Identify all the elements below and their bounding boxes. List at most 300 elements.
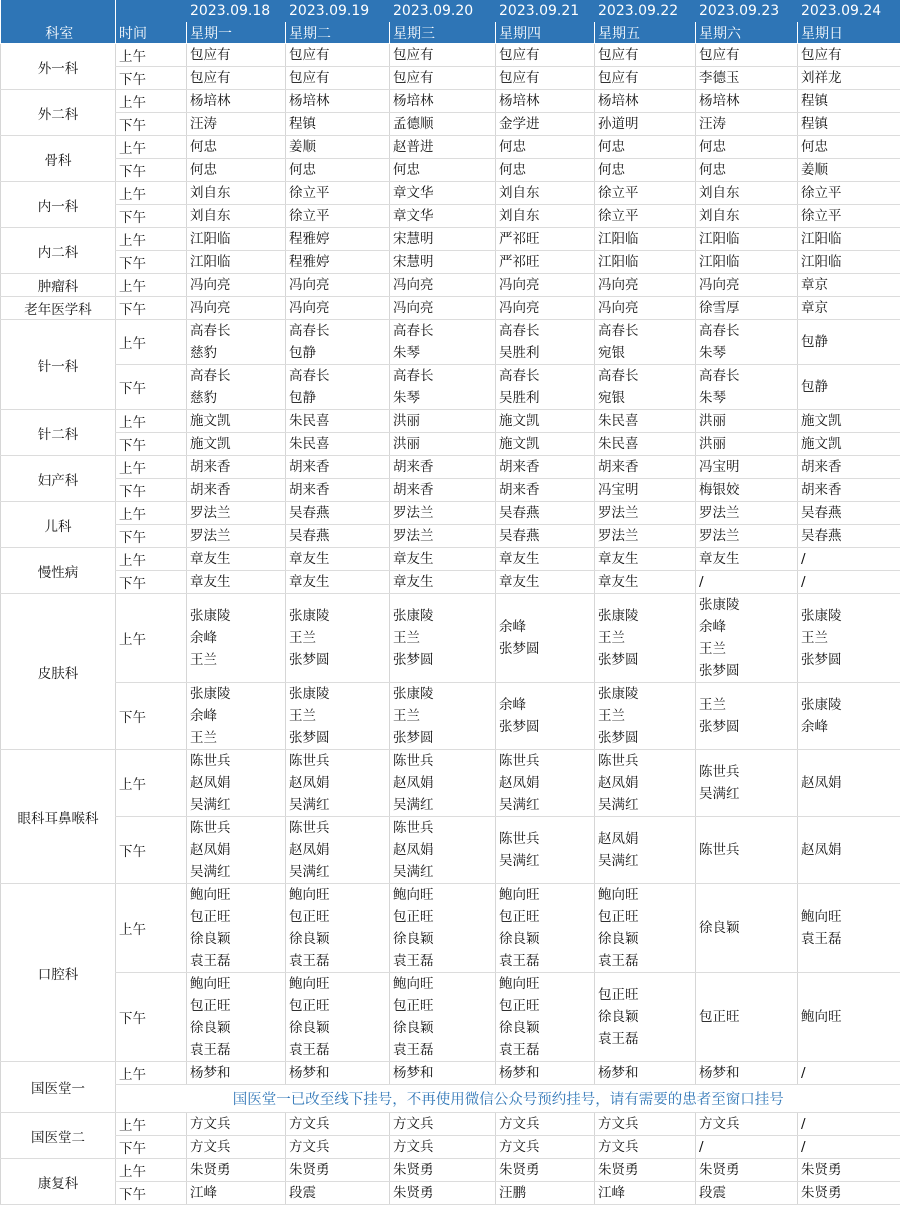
doctor-name: 吴满红 bbox=[190, 794, 285, 816]
doctor-cell bbox=[496, 548, 595, 571]
schedule-row bbox=[1, 594, 900, 683]
doctor-name: 洪丽 bbox=[393, 433, 495, 455]
doctor-name: 吴满红 bbox=[190, 861, 285, 883]
doctor-cell bbox=[286, 433, 390, 456]
period-cell: 上午 bbox=[116, 228, 187, 251]
doctor-cell bbox=[798, 479, 900, 502]
department-cell: 妇产科 bbox=[1, 456, 116, 502]
doctor-cell bbox=[390, 205, 496, 228]
doctor-name: 朱贤勇 bbox=[393, 1182, 495, 1204]
doctor-cell bbox=[595, 683, 696, 750]
doctor-cell bbox=[286, 182, 390, 205]
doctor-name: 章京 bbox=[801, 297, 900, 319]
doctor-cell bbox=[798, 502, 900, 525]
period-cell: 上午 bbox=[116, 884, 187, 973]
doctor-cell bbox=[696, 205, 798, 228]
doctor-cell bbox=[187, 479, 286, 502]
doctor-name: 吴满红 bbox=[598, 850, 695, 872]
doctor-name: 朱贤勇 bbox=[190, 1159, 285, 1181]
doctor-name: 余峰 bbox=[190, 627, 285, 649]
doctor-cell bbox=[286, 1062, 390, 1085]
doctor-cell bbox=[595, 479, 696, 502]
doctor-cell bbox=[496, 113, 595, 136]
doctor-cell bbox=[390, 479, 496, 502]
doctor-name: 吴春燕 bbox=[801, 525, 900, 547]
doctor-name: 冯向亮 bbox=[190, 297, 285, 319]
doctor-cell bbox=[187, 365, 286, 410]
doctor-cell bbox=[390, 1159, 496, 1182]
doctor-name: 罗法兰 bbox=[190, 525, 285, 547]
date-header: 2023.09.21 bbox=[496, 0, 595, 22]
doctor-cell bbox=[696, 67, 798, 90]
doctor-cell bbox=[286, 228, 390, 251]
doctor-cell bbox=[798, 1136, 900, 1159]
schedule-row bbox=[1, 365, 900, 410]
period-cell: 下午 bbox=[116, 683, 187, 750]
date-header: 2023.09.23 bbox=[696, 0, 798, 22]
doctor-name: 徐立平 bbox=[801, 182, 900, 204]
doctor-name: 徐良颖 bbox=[699, 917, 797, 939]
doctor-name: 张康陵 bbox=[393, 605, 495, 627]
doctor-name: 宋慧明 bbox=[393, 251, 495, 273]
doctor-cell bbox=[187, 274, 286, 297]
doctor-cell bbox=[696, 44, 798, 67]
doctor-name: 徐良颖 bbox=[499, 1017, 594, 1039]
schedule-row bbox=[1, 433, 900, 456]
doctor-name: 程镇 bbox=[289, 113, 389, 135]
doctor-cell bbox=[595, 182, 696, 205]
period-cell: 上午 bbox=[116, 136, 187, 159]
doctor-cell bbox=[286, 159, 390, 182]
doctor-name: 袁王磊 bbox=[190, 1039, 285, 1061]
time-column-header: 时间 bbox=[116, 22, 187, 44]
doctor-cell bbox=[798, 594, 900, 683]
period-cell: 上午 bbox=[116, 548, 187, 571]
department-cell: 内一科 bbox=[1, 182, 116, 228]
period-cell: 下午 bbox=[116, 571, 187, 594]
period-cell: 下午 bbox=[116, 113, 187, 136]
doctor-cell bbox=[595, 228, 696, 251]
doctor-name: 胡来香 bbox=[393, 456, 495, 478]
doctor-name: 朱贤勇 bbox=[699, 1159, 797, 1181]
schedule-row bbox=[1, 274, 900, 297]
doctor-cell bbox=[696, 274, 798, 297]
doctor-name: 施文凯 bbox=[190, 433, 285, 455]
doctor-cell bbox=[187, 205, 286, 228]
doctor-name: 段震 bbox=[289, 1182, 389, 1204]
doctor-cell bbox=[286, 1113, 390, 1136]
doctor-cell bbox=[187, 525, 286, 548]
doctor-cell bbox=[798, 1113, 900, 1136]
schedule-row bbox=[1, 90, 900, 113]
doctor-cell bbox=[286, 683, 390, 750]
doctor-cell bbox=[595, 750, 696, 817]
doctor-name: 吴满红 bbox=[289, 861, 389, 883]
doctor-cell bbox=[390, 502, 496, 525]
doctor-cell bbox=[595, 136, 696, 159]
schedule-row bbox=[1, 973, 900, 1062]
doctor-cell bbox=[496, 205, 595, 228]
doctor-name: 方文兵 bbox=[598, 1136, 695, 1158]
doctor-name: 吴满红 bbox=[289, 794, 389, 816]
doctor-name: / bbox=[699, 571, 797, 593]
department-cell: 国医堂二 bbox=[1, 1113, 116, 1159]
doctor-name: 杨培林 bbox=[699, 90, 797, 112]
doctor-cell bbox=[696, 297, 798, 320]
doctor-name: 杨梦和 bbox=[699, 1062, 797, 1084]
schedule-row bbox=[1, 297, 900, 320]
doctor-name: 冯向亮 bbox=[190, 274, 285, 296]
doctor-cell bbox=[798, 159, 900, 182]
schedule-row bbox=[1, 1182, 900, 1205]
doctor-cell bbox=[187, 456, 286, 479]
period-cell: 下午 bbox=[116, 251, 187, 274]
doctor-name: 何忠 bbox=[393, 159, 495, 181]
doctor-cell bbox=[798, 1159, 900, 1182]
doctor-cell bbox=[696, 1113, 798, 1136]
doctor-cell bbox=[286, 502, 390, 525]
doctor-cell bbox=[798, 90, 900, 113]
doctor-cell bbox=[187, 1136, 286, 1159]
date-header: 2023.09.19 bbox=[286, 0, 390, 22]
doctor-name: 章友生 bbox=[289, 548, 389, 570]
doctor-name: 王兰 bbox=[289, 705, 389, 727]
doctor-cell bbox=[798, 525, 900, 548]
doctor-name: 章友生 bbox=[598, 571, 695, 593]
doctor-cell bbox=[286, 479, 390, 502]
doctor-cell bbox=[187, 502, 286, 525]
doctor-cell bbox=[187, 320, 286, 365]
doctor-cell bbox=[696, 884, 798, 973]
doctor-name: 包静 bbox=[289, 387, 389, 409]
doctor-name: 赵普进 bbox=[393, 136, 495, 158]
period-cell: 上午 bbox=[116, 502, 187, 525]
doctor-cell bbox=[595, 159, 696, 182]
weekday-header: 星期二 bbox=[286, 22, 390, 44]
doctor-cell bbox=[496, 297, 595, 320]
doctor-name: 宛银 bbox=[598, 342, 695, 364]
period-cell: 下午 bbox=[116, 1182, 187, 1205]
doctor-cell bbox=[798, 1062, 900, 1085]
doctor-cell bbox=[390, 410, 496, 433]
doctor-name: 章友生 bbox=[190, 548, 285, 570]
doctor-name: 胡来香 bbox=[190, 456, 285, 478]
doctor-name: 余峰 bbox=[190, 705, 285, 727]
doctor-name: 吴满红 bbox=[393, 794, 495, 816]
doctor-cell bbox=[187, 90, 286, 113]
doctor-name: 包静 bbox=[801, 376, 900, 398]
department-cell: 口腔科 bbox=[1, 884, 116, 1062]
doctor-name: 方文兵 bbox=[699, 1113, 797, 1135]
doctor-name: 胡来香 bbox=[598, 456, 695, 478]
doctor-name: 张梦圆 bbox=[289, 649, 389, 671]
department-cell: 骨科 bbox=[1, 136, 116, 182]
period-cell: 下午 bbox=[116, 297, 187, 320]
doctor-name: 朱贤勇 bbox=[499, 1159, 594, 1181]
doctor-name: 高春长 bbox=[190, 365, 285, 387]
doctor-cell bbox=[390, 594, 496, 683]
doctor-name: 章文华 bbox=[393, 182, 495, 204]
doctor-cell bbox=[798, 750, 900, 817]
doctor-name: 何忠 bbox=[598, 136, 695, 158]
doctor-name: 包应有 bbox=[289, 67, 389, 89]
period-cell: 下午 bbox=[116, 525, 187, 548]
doctor-name: 鲍向旺 bbox=[289, 973, 389, 995]
doctor-cell bbox=[390, 750, 496, 817]
doctor-name: 陈世兵 bbox=[190, 817, 285, 839]
doctor-name: 冯向亮 bbox=[499, 274, 594, 296]
doctor-cell bbox=[595, 365, 696, 410]
schedule-row bbox=[1, 251, 900, 274]
doctor-name: 杨梦和 bbox=[598, 1062, 695, 1084]
doctor-cell bbox=[286, 274, 390, 297]
doctor-cell bbox=[696, 1159, 798, 1182]
doctor-cell bbox=[696, 433, 798, 456]
doctor-name: 程镇 bbox=[801, 90, 900, 112]
doctor-cell bbox=[187, 228, 286, 251]
doctor-cell bbox=[696, 159, 798, 182]
doctor-cell bbox=[187, 594, 286, 683]
doctor-cell bbox=[696, 456, 798, 479]
doctor-cell bbox=[390, 973, 496, 1062]
doctor-name: 徐良颖 bbox=[289, 1017, 389, 1039]
doctor-cell bbox=[696, 90, 798, 113]
doctor-cell bbox=[286, 817, 390, 884]
doctor-cell bbox=[798, 113, 900, 136]
doctor-cell bbox=[286, 884, 390, 973]
doctor-name: 鲍向旺 bbox=[598, 884, 695, 906]
doctor-name: 孙道明 bbox=[598, 113, 695, 135]
doctor-cell bbox=[595, 67, 696, 90]
doctor-cell bbox=[696, 251, 798, 274]
schedule-row bbox=[1, 182, 900, 205]
department-cell: 慢性病 bbox=[1, 548, 116, 594]
doctor-name: 陈世兵 bbox=[499, 828, 594, 850]
schedule-row bbox=[1, 479, 900, 502]
doctor-cell bbox=[286, 1182, 390, 1205]
doctor-name: 胡来香 bbox=[499, 479, 594, 501]
doctor-name: 包应有 bbox=[598, 67, 695, 89]
doctor-name: 罗法兰 bbox=[598, 525, 695, 547]
period-cell: 下午 bbox=[116, 365, 187, 410]
schedule-row bbox=[1, 320, 900, 365]
doctor-cell bbox=[595, 1159, 696, 1182]
doctor-cell bbox=[696, 1062, 798, 1085]
doctor-name: 吴满红 bbox=[699, 783, 797, 805]
doctor-name: 陈世兵 bbox=[393, 817, 495, 839]
doctor-cell bbox=[496, 251, 595, 274]
doctor-name: 吴春燕 bbox=[499, 502, 594, 524]
doctor-name: 刘自东 bbox=[190, 205, 285, 227]
doctor-cell bbox=[595, 884, 696, 973]
doctor-name: 徐立平 bbox=[289, 182, 389, 204]
doctor-cell bbox=[798, 320, 900, 365]
doctor-name: 朱民喜 bbox=[289, 433, 389, 455]
doctor-cell bbox=[187, 1062, 286, 1085]
doctor-cell bbox=[798, 274, 900, 297]
doctor-cell bbox=[187, 433, 286, 456]
doctor-name: 施文凯 bbox=[801, 433, 900, 455]
doctor-cell bbox=[595, 410, 696, 433]
doctor-cell bbox=[798, 44, 900, 67]
doctor-name: 高春长 bbox=[393, 365, 495, 387]
doctor-cell bbox=[595, 817, 696, 884]
doctor-name: 汪涛 bbox=[190, 113, 285, 135]
doctor-cell bbox=[595, 44, 696, 67]
doctor-name: 包正旺 bbox=[499, 906, 594, 928]
doctor-name: 赵凤娟 bbox=[393, 772, 495, 794]
date-header: 2023.09.24 bbox=[798, 0, 900, 22]
doctor-cell bbox=[390, 320, 496, 365]
doctor-name: 包应有 bbox=[289, 44, 389, 66]
weekday-header: 星期一 bbox=[187, 22, 286, 44]
doctor-name: 江阳临 bbox=[699, 251, 797, 273]
doctor-name: 张梦圆 bbox=[499, 716, 594, 738]
doctor-cell bbox=[696, 571, 798, 594]
doctor-cell bbox=[286, 90, 390, 113]
period-cell: 下午 bbox=[116, 159, 187, 182]
doctor-cell bbox=[798, 973, 900, 1062]
doctor-name: 余峰 bbox=[499, 616, 594, 638]
doctor-cell bbox=[496, 502, 595, 525]
doctor-name: 冯向亮 bbox=[499, 297, 594, 319]
doctor-name: 王兰 bbox=[289, 627, 389, 649]
doctor-name: 胡来香 bbox=[393, 479, 495, 501]
doctor-cell bbox=[496, 594, 595, 683]
doctor-name: 陈世兵 bbox=[289, 817, 389, 839]
doctor-name: 杨培林 bbox=[289, 90, 389, 112]
doctor-cell bbox=[696, 683, 798, 750]
doctor-name: 刘自东 bbox=[190, 182, 285, 204]
doctor-name: 章友生 bbox=[699, 548, 797, 570]
doctor-name: 张梦圆 bbox=[598, 727, 695, 749]
doctor-name: 程雅婷 bbox=[289, 251, 389, 273]
doctor-name: / bbox=[801, 1113, 900, 1135]
doctor-cell bbox=[286, 594, 390, 683]
doctor-name: 刘自东 bbox=[499, 205, 594, 227]
doctor-name: 冯宝明 bbox=[699, 456, 797, 478]
date-header: 2023.09.18 bbox=[187, 0, 286, 22]
department-cell: 针一科 bbox=[1, 320, 116, 410]
doctor-name: 何忠 bbox=[699, 136, 797, 158]
doctor-cell bbox=[187, 113, 286, 136]
period-cell: 上午 bbox=[116, 594, 187, 683]
doctor-name: 高春长 bbox=[190, 320, 285, 342]
doctor-name: 徐立平 bbox=[598, 205, 695, 227]
doctor-name: 徐良颖 bbox=[598, 928, 695, 950]
doctor-cell bbox=[390, 548, 496, 571]
doctor-name: 江阳临 bbox=[598, 251, 695, 273]
doctor-name: 张梦圆 bbox=[598, 649, 695, 671]
doctor-cell bbox=[286, 571, 390, 594]
period-cell: 下午 bbox=[116, 205, 187, 228]
department-cell: 肿瘤科 bbox=[1, 274, 116, 297]
doctor-name: 李德玉 bbox=[699, 67, 797, 89]
doctor-name: 严祁旺 bbox=[499, 251, 594, 273]
doctor-cell bbox=[696, 750, 798, 817]
header-blank bbox=[1, 0, 116, 22]
period-cell: 上午 bbox=[116, 274, 187, 297]
doctor-name: 陈世兵 bbox=[598, 750, 695, 772]
header-blank bbox=[116, 0, 187, 22]
doctor-name: 何忠 bbox=[801, 136, 900, 158]
doctor-name: 胡来香 bbox=[289, 456, 389, 478]
doctor-name: 冯向亮 bbox=[289, 274, 389, 296]
doctor-name: 方文兵 bbox=[499, 1113, 594, 1135]
doctor-name: 吴满红 bbox=[598, 794, 695, 816]
doctor-name: 袁王磊 bbox=[289, 1039, 389, 1061]
doctor-cell bbox=[286, 297, 390, 320]
doctor-name: 洪丽 bbox=[393, 410, 495, 432]
doctor-cell bbox=[286, 251, 390, 274]
period-cell: 下午 bbox=[116, 973, 187, 1062]
doctor-name: / bbox=[801, 1136, 900, 1158]
doctor-cell bbox=[496, 973, 595, 1062]
doctor-cell bbox=[696, 502, 798, 525]
doctor-name: 陈世兵 bbox=[289, 750, 389, 772]
schedule-row bbox=[1, 159, 900, 182]
doctor-name: 张康陵 bbox=[289, 683, 389, 705]
doctor-name: 杨培林 bbox=[393, 90, 495, 112]
doctor-cell bbox=[390, 1136, 496, 1159]
doctor-name: 鲍向旺 bbox=[801, 1006, 900, 1028]
doctor-name: 宋慧明 bbox=[393, 228, 495, 250]
doctor-name: 慈豹 bbox=[190, 342, 285, 364]
weekday-header-row bbox=[1, 22, 900, 44]
doctor-cell bbox=[187, 159, 286, 182]
doctor-name: 赵凤娟 bbox=[289, 772, 389, 794]
doctor-name: 冯向亮 bbox=[598, 274, 695, 296]
doctor-name: 朱民喜 bbox=[598, 433, 695, 455]
doctor-name: 章友生 bbox=[393, 548, 495, 570]
schedule-row bbox=[1, 136, 900, 159]
doctor-cell bbox=[798, 228, 900, 251]
doctor-name: 高春长 bbox=[289, 365, 389, 387]
doctor-cell bbox=[187, 973, 286, 1062]
doctor-name: 高春长 bbox=[393, 320, 495, 342]
doctor-name: 方文兵 bbox=[393, 1136, 495, 1158]
doctor-name: 宛银 bbox=[598, 387, 695, 409]
date-header: 2023.09.22 bbox=[595, 0, 696, 22]
doctor-name: 包静 bbox=[801, 331, 900, 353]
doctor-cell bbox=[496, 159, 595, 182]
doctor-name: 高春长 bbox=[499, 365, 594, 387]
doctor-name: 严祁旺 bbox=[499, 228, 594, 250]
doctor-name: 袁王磊 bbox=[801, 928, 900, 950]
doctor-name: 冯向亮 bbox=[598, 297, 695, 319]
doctor-cell bbox=[595, 1113, 696, 1136]
doctor-name: 张康陵 bbox=[289, 605, 389, 627]
doctor-name: 章京 bbox=[801, 274, 900, 296]
doctor-name: 包应有 bbox=[801, 44, 900, 66]
doctor-name: 段震 bbox=[699, 1182, 797, 1204]
doctor-name: 陈世兵 bbox=[393, 750, 495, 772]
doctor-name: 方文兵 bbox=[393, 1113, 495, 1135]
doctor-cell bbox=[496, 44, 595, 67]
doctor-name: 陈世兵 bbox=[699, 761, 797, 783]
doctor-cell bbox=[595, 320, 696, 365]
doctor-name: 杨梦和 bbox=[190, 1062, 285, 1084]
schedule-row bbox=[1, 1159, 900, 1182]
doctor-name: 张康陵 bbox=[598, 605, 695, 627]
doctor-name: 朱贤勇 bbox=[598, 1159, 695, 1181]
schedule-row bbox=[1, 205, 900, 228]
doctor-cell bbox=[595, 1182, 696, 1205]
doctor-cell bbox=[390, 274, 496, 297]
doctor-cell bbox=[286, 1136, 390, 1159]
department-cell: 内二科 bbox=[1, 228, 116, 274]
doctor-name: 施文凯 bbox=[190, 410, 285, 432]
